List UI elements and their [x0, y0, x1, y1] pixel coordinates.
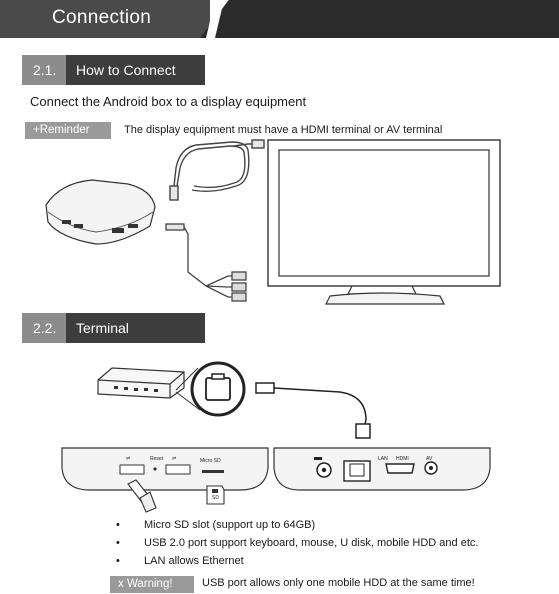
bullet-text: LAN allows Ethernet: [144, 555, 244, 567]
svg-text:⇌: ⇌: [172, 456, 177, 462]
sd-card-label: SD: [212, 495, 219, 501]
feature-list: [116, 516, 478, 570]
box-back-panel-image: [274, 448, 490, 490]
warning-text: USB port allows only one mobile HDD at the same time!: [202, 577, 475, 589]
list-item: [116, 516, 478, 534]
box-front-panel-image: [62, 448, 268, 490]
bullet-marker: •: [116, 555, 120, 567]
section-number: 2.2.: [22, 313, 66, 343]
svg-text:⇌: ⇌: [126, 456, 131, 462]
section-title: Terminal: [66, 313, 205, 343]
list-item: [116, 534, 478, 552]
reminder-text: The display equipment must have a HDMI terminal or AV terminal: [124, 124, 443, 136]
router-image: [98, 368, 184, 398]
lan-port-zoom-image: [192, 363, 244, 415]
hdmi-port-label: HDMI: [396, 456, 409, 462]
reset-port-label: Reset: [150, 456, 164, 462]
av-port-label: AV: [426, 456, 433, 462]
lan-port-label: LAN: [378, 456, 388, 462]
chapter-title: Connection: [52, 7, 152, 28]
bullet-marker: •: [116, 537, 120, 549]
ethernet-cable-image: [256, 383, 370, 438]
warning-badge: x Warning!: [110, 576, 194, 593]
list-item: [116, 552, 478, 570]
section-title: How to Connect: [66, 55, 205, 85]
connect-instruction: Connect the Android box to a display equipment: [30, 94, 307, 109]
micro-sd-slot-label: Micro SD: [200, 458, 221, 464]
reminder-badge: +Reminder: [25, 122, 111, 139]
bullet-text: Micro SD slot (support up to 64GB): [144, 519, 316, 531]
bullet-marker: •: [116, 519, 120, 531]
section-number: 2.1.: [22, 55, 66, 85]
bullet-text: USB 2.0 port support keyboard, mouse, U disk, mobile HDD and etc.: [144, 537, 479, 549]
